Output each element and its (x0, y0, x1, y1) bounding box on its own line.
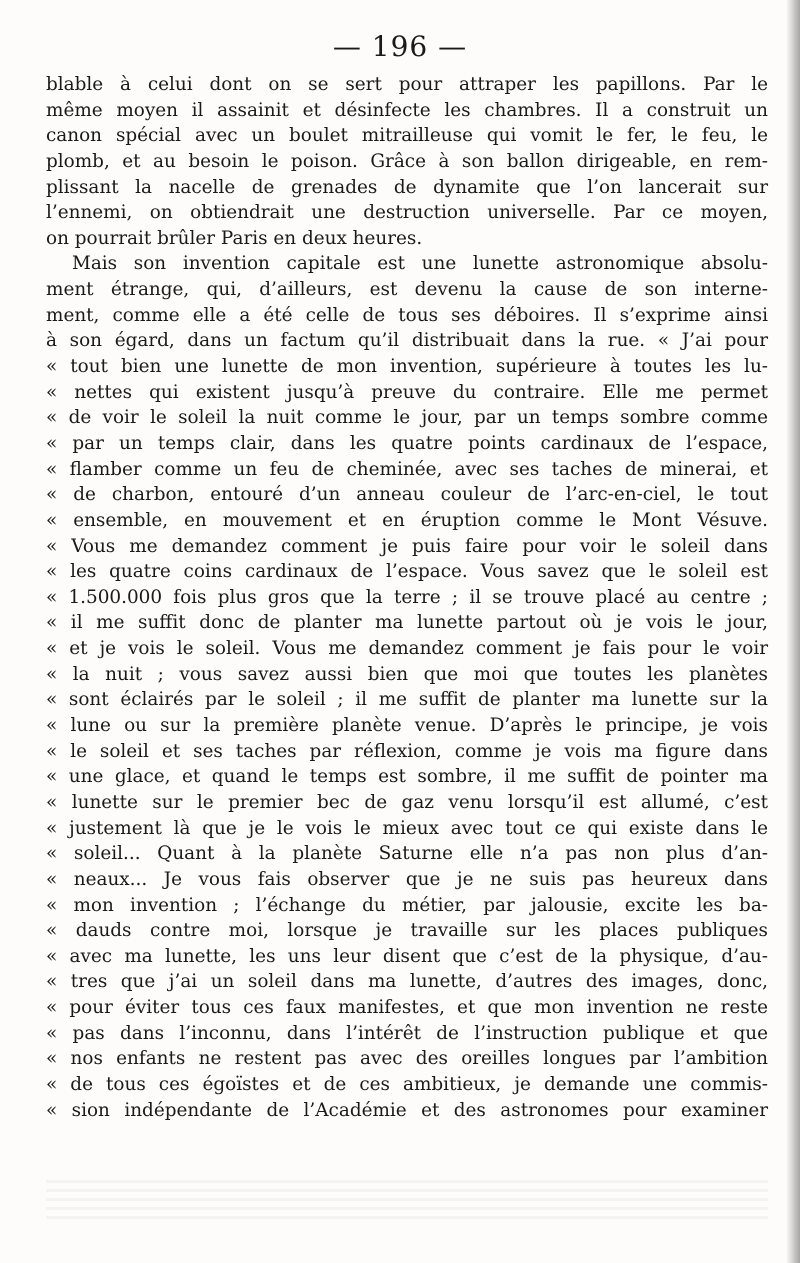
text-line: « flamber comme un feu de cheminée, avec ses taches de minerai, et (46, 458, 768, 480)
body-text (46, 72, 768, 1123)
text-line: « tout bien une lunette de mon invention, supérieure à toutes les lu- (46, 356, 768, 378)
text-line: à son égard, dans un factum qu’il distribuait dans la rue. « J’ai pour (46, 330, 768, 352)
text-line: « nos enfants ne restent pas avec des oreilles longues par l’ambition (46, 1048, 768, 1070)
text-line: plomb, et au besoin le poison. Grâce à son ballon dirigeable, en rem- (46, 150, 768, 172)
text-line: « mon invention ; l’échange du métier, par jalousie, excite les ba- (46, 894, 768, 916)
text-line: « ensemble, en mouvement et en éruption comme le Mont Vésuve. (46, 509, 768, 531)
text-line: « de voir le soleil la nuit comme le jour, par un temps sombre comme (46, 407, 768, 429)
text-line: « une glace, et quand le temps est sombre, il me suffit de pointer ma (46, 766, 768, 788)
text-line: « le soleil et ses taches par réflexion, comme je vois ma figure dans (46, 740, 768, 762)
text-line: « la nuit ; vous savez aussi bien que moi que toutes les planètes (46, 663, 768, 685)
text-line: « 1.500.000 fois plus gros que la terre ; il se trouve placé au centre ; (46, 586, 768, 608)
text-line: « et je vois le soleil. Vous me demandez comment je fais pour le voir (46, 638, 768, 660)
text-line: on pourrait brûler Paris en deux heures. (46, 227, 423, 249)
text-line: l’ennemi, on obtiendrait une destruction universelle. Par ce moyen, (46, 202, 768, 224)
show-through-shadow (46, 1180, 768, 1220)
text-line: Mais son invention capitale est une lunette astronomique absolu- (72, 253, 768, 275)
text-line: « par un temps clair, dans les quatre points cardinaux de l’espace, (46, 432, 768, 454)
text-line: « pas dans l’inconnu, dans l’intérêt de l’instruction publique et que (46, 1022, 768, 1044)
text-line: « lune ou sur la première planète venue. D’après le principe, je vois (46, 715, 768, 737)
text-line: « de tous ces égoïstes et de ces ambitieux, je demande une commis- (46, 1073, 768, 1095)
page-edge-shadow (786, 0, 800, 1263)
text-line: « il me suffit donc de planter ma lunette partout où je vois le jour, (46, 612, 768, 634)
text-line: « sion indépendante de l’Académie et des astronomes pour examiner (46, 1099, 768, 1121)
text-line: « de charbon, entouré d’un anneau couleur de l’arc-en-ciel, le tout (46, 484, 768, 506)
text-line: « avec ma lunette, les uns leur disent que c’est de la physique, d’au- (46, 945, 768, 967)
text-line: « pour éviter tous ces faux manifestes, et que mon invention ne reste (46, 997, 768, 1019)
text-line: ment étrange, qui, d’ailleurs, est devenu la cause de son interne- (46, 279, 768, 301)
page-number: — 196 — (332, 30, 468, 63)
text-line: « les quatre coins cardinaux de l’espace. Vous savez que le soleil est (46, 561, 768, 583)
text-line: « justement là que je le vois le mieux avec tout ce qui existe dans le (46, 817, 768, 839)
text-line: « sont éclairés par le soleil ; il me suffit de planter ma lunette sur la (46, 689, 768, 711)
text-line: « Vous me demandez comment je puis faire pour voir le soleil dans (46, 535, 768, 557)
text-line: « lunette sur le premier bec de gaz venu lorsqu’il est allumé, c’est (46, 791, 768, 813)
text-line: « tres que j’ai un soleil dans ma lunette, d’autres des images, donc, (46, 971, 768, 993)
text-line: « soleil... Quant à la planète Saturne elle n’a pas non plus d’an- (46, 843, 768, 865)
text-line: « nettes qui existent jusqu’à preuve du contraire. Elle me permet (46, 381, 768, 403)
text-line: ment, comme elle a été celle de tous ses déboires. Il s’exprime ainsi (46, 304, 768, 326)
text-line: canon spécial avec un boulet mitrailleuse qui vomit le fer, le feu, le (46, 125, 768, 147)
text-line: « neaux... Je vous fais observer que je ne suis pas heureux dans (46, 868, 768, 890)
text-line: « dauds contre moi, lorsque je travaille sur les places publiques (46, 920, 768, 942)
text-line: blable à celui dont on se sert pour attraper les papillons. Par le (46, 74, 768, 95)
text-line: plissant la nacelle de grenades de dynamite que l’on lancerait sur (46, 176, 768, 198)
text-line: même moyen il assainit et désinfecte les chambres. Il a construit un (46, 99, 768, 121)
